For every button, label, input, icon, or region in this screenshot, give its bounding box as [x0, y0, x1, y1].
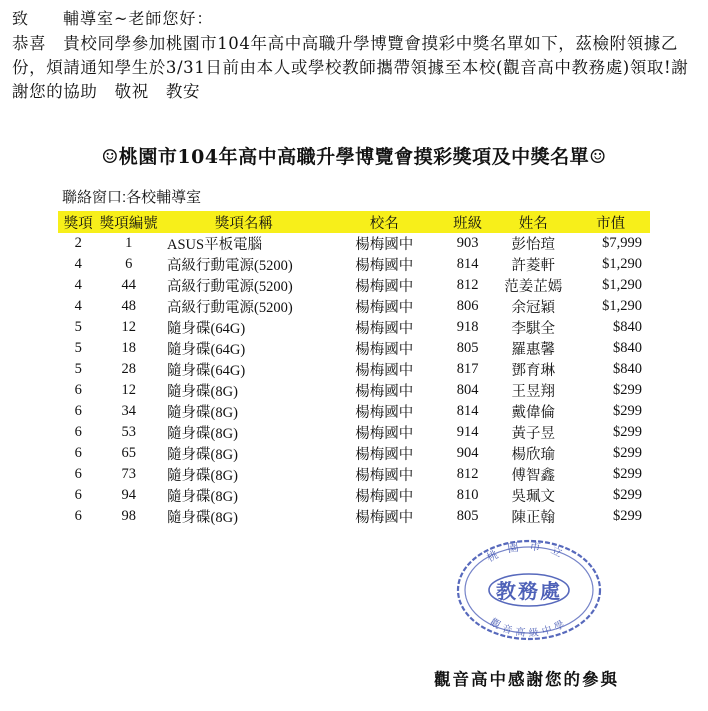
- contact-window: 聯絡窗口:各校輔導室: [62, 189, 202, 206]
- salutation: 致 輔導室~老師您好：: [12, 9, 214, 28]
- prize-winners-table: [58, 211, 650, 527]
- cell-class: 918: [456, 319, 479, 335]
- cell-prize-number: 34: [121, 403, 136, 419]
- cell-class: 812: [456, 277, 479, 293]
- cell-prize-number: 53: [121, 424, 136, 440]
- cell-prize-level: 6: [74, 403, 82, 419]
- cell-class: 914: [456, 424, 479, 440]
- cell-student-name: 許菱軒: [511, 258, 556, 274]
- cell-value: $840: [613, 319, 642, 335]
- cell-prize-number: 6: [125, 256, 133, 272]
- cell-school: 楊梅國中: [355, 468, 414, 484]
- table-header-row: [58, 211, 650, 233]
- cell-student-name: 王昱翔: [511, 384, 556, 400]
- cell-school: 楊梅國中: [355, 237, 414, 253]
- cell-prize-name: 隨身碟(8G): [167, 405, 238, 421]
- cell-class: 904: [456, 445, 479, 461]
- cell-prize-name: 高級行動電源(5200): [167, 300, 293, 316]
- cell-value: $299: [613, 487, 642, 503]
- cell-prize-level: 6: [74, 424, 82, 440]
- header-prize-level: 獎項: [58, 211, 98, 233]
- cell-student-name: 戴偉倫: [511, 405, 556, 421]
- table-row: [58, 296, 650, 317]
- cell-student-name: 傅智鑫: [511, 468, 556, 484]
- cell-value: $840: [613, 361, 642, 377]
- table-row: [58, 485, 650, 506]
- table-row: [58, 401, 650, 422]
- cell-prize-number: 44: [121, 277, 136, 293]
- letter-body: 恭喜 貴校同學參加桃園市104年高中高職升學博覽會摸彩中獎名單如下，茲檢附領據乙份，煩請通知學生於3/31日前由本人或學校教師攜帶領據至本校(觀音高中教務處)領取!謝謝您的協助 敬祝 教安: [12, 34, 689, 101]
- cell-value: $299: [613, 382, 642, 398]
- cell-student-name: 吳珮文: [511, 489, 556, 505]
- cell-school: 楊梅國中: [355, 258, 414, 274]
- closing-thanks: 觀音高中感謝您的參與: [434, 670, 619, 689]
- cell-prize-level: 4: [74, 277, 82, 293]
- cell-class: 810: [456, 487, 479, 503]
- cell-school: 楊梅國中: [355, 426, 414, 442]
- cell-value: $299: [613, 508, 642, 524]
- document-title: ☺桃園市104年高中高職升學博覽會摸彩獎項及中獎名單☺: [101, 146, 607, 168]
- cell-prize-name: 隨身碟(8G): [167, 384, 238, 400]
- school-seal: [455, 538, 603, 642]
- header-class: 班級: [440, 211, 496, 233]
- cell-student-name: 黃子昱: [511, 426, 556, 442]
- cell-prize-number: 73: [121, 466, 136, 482]
- cell-prize-name: 隨身碟(64G): [167, 321, 246, 337]
- cell-student-name: 范姜芷嫣: [504, 279, 563, 295]
- cell-value: $299: [613, 424, 642, 440]
- table-row: [58, 422, 650, 443]
- cell-class: 805: [456, 340, 479, 356]
- cell-prize-level: 6: [74, 445, 82, 461]
- cell-value: $1,290: [602, 298, 642, 314]
- cell-prize-number: 18: [121, 340, 136, 356]
- cell-prize-level: 2: [74, 235, 82, 251]
- svg-text:桃園市立: [484, 539, 573, 564]
- table-row: [58, 338, 650, 359]
- seal-center-text: 教務處: [496, 579, 562, 603]
- cell-value: $1,290: [602, 256, 642, 272]
- table-row: [58, 317, 650, 338]
- cell-class: 814: [456, 256, 479, 272]
- table-row: [58, 506, 650, 527]
- cell-student-name: 楊欣瑜: [511, 447, 556, 463]
- cell-school: 楊梅國中: [355, 342, 414, 358]
- table-row: [58, 464, 650, 485]
- cell-prize-level: 6: [74, 382, 82, 398]
- cell-student-name: 羅惠馨: [511, 342, 556, 358]
- table-row: [58, 359, 650, 380]
- cell-school: 楊梅國中: [355, 363, 414, 379]
- header-prize-number: 獎項編號: [98, 211, 159, 233]
- table-row: [58, 443, 650, 464]
- cell-prize-name: 高級行動電源(5200): [167, 258, 293, 274]
- cell-prize-level: 4: [74, 298, 82, 314]
- cell-value: $299: [613, 445, 642, 461]
- cell-value: $7,999: [602, 235, 642, 251]
- cell-class: 817: [456, 361, 479, 377]
- cell-school: 楊梅國中: [355, 279, 414, 295]
- cell-prize-number: 94: [121, 487, 136, 503]
- cell-student-name: 彭怡瑄: [511, 237, 556, 253]
- cell-school: 楊梅國中: [355, 510, 414, 526]
- table-row: [58, 233, 650, 254]
- cell-value: $840: [613, 340, 642, 356]
- cell-prize-number: 12: [121, 319, 136, 335]
- cell-prize-number: 1: [125, 235, 133, 251]
- cell-student-name: 陳正翰: [511, 510, 556, 526]
- cell-value: $1,290: [602, 277, 642, 293]
- cell-school: 楊梅國中: [355, 489, 414, 505]
- cell-prize-number: 12: [121, 382, 136, 398]
- table-row: [58, 275, 650, 296]
- seal-top-text: 桃園市立: [484, 539, 574, 565]
- cell-prize-level: 6: [74, 508, 82, 524]
- seal-bottom-text: 觀音高級中學: [487, 617, 571, 640]
- cell-prize-level: 6: [74, 466, 82, 482]
- cell-class: 903: [456, 235, 479, 251]
- cell-class: 804: [456, 382, 479, 398]
- header-student-name: 姓名: [495, 211, 571, 233]
- cell-class: 806: [456, 298, 479, 314]
- cell-school: 楊梅國中: [355, 321, 414, 337]
- cell-prize-name: 隨身碟(8G): [167, 489, 238, 505]
- header-school: 校名: [329, 211, 440, 233]
- cell-class: 805: [456, 508, 479, 524]
- cell-class: 814: [456, 403, 479, 419]
- cell-prize-level: 5: [74, 340, 82, 356]
- cell-value: $299: [613, 403, 642, 419]
- cell-prize-name: 隨身碟(64G): [167, 363, 246, 379]
- cell-school: 楊梅國中: [355, 384, 414, 400]
- cell-prize-number: 98: [121, 508, 136, 524]
- cell-prize-name: 隨身碟(8G): [167, 426, 238, 442]
- cell-prize-level: 5: [74, 319, 82, 335]
- cell-prize-level: 5: [74, 361, 82, 377]
- letter: [12, 8, 702, 104]
- cell-prize-name: ASUS平板電腦: [167, 237, 263, 253]
- cell-prize-name: 高級行動電源(5200): [167, 279, 293, 295]
- cell-prize-number: 28: [121, 361, 136, 377]
- header-prize-name: 獎項名稱: [159, 211, 329, 233]
- cell-prize-level: 6: [74, 487, 82, 503]
- cell-student-name: 李騏全: [511, 321, 556, 337]
- table-row: [58, 254, 650, 275]
- cell-school: 楊梅國中: [355, 447, 414, 463]
- cell-prize-number: 65: [121, 445, 136, 461]
- cell-student-name: 余冠穎: [511, 300, 556, 316]
- table-body: [58, 233, 650, 527]
- cell-prize-name: 隨身碟(8G): [167, 447, 238, 463]
- cell-school: 楊梅國中: [355, 300, 414, 316]
- cell-prize-name: 隨身碟(8G): [167, 510, 238, 526]
- cell-prize-name: 隨身碟(64G): [167, 342, 246, 358]
- cell-prize-number: 48: [121, 298, 136, 314]
- header-value: 市值: [571, 211, 650, 233]
- cell-student-name: 鄧育琳: [511, 363, 556, 379]
- table-row: [58, 380, 650, 401]
- cell-class: 812: [456, 466, 479, 482]
- cell-prize-name: 隨身碟(8G): [167, 468, 238, 484]
- cell-value: $299: [613, 466, 642, 482]
- cell-school: 楊梅國中: [355, 405, 414, 421]
- cell-prize-level: 4: [74, 256, 82, 272]
